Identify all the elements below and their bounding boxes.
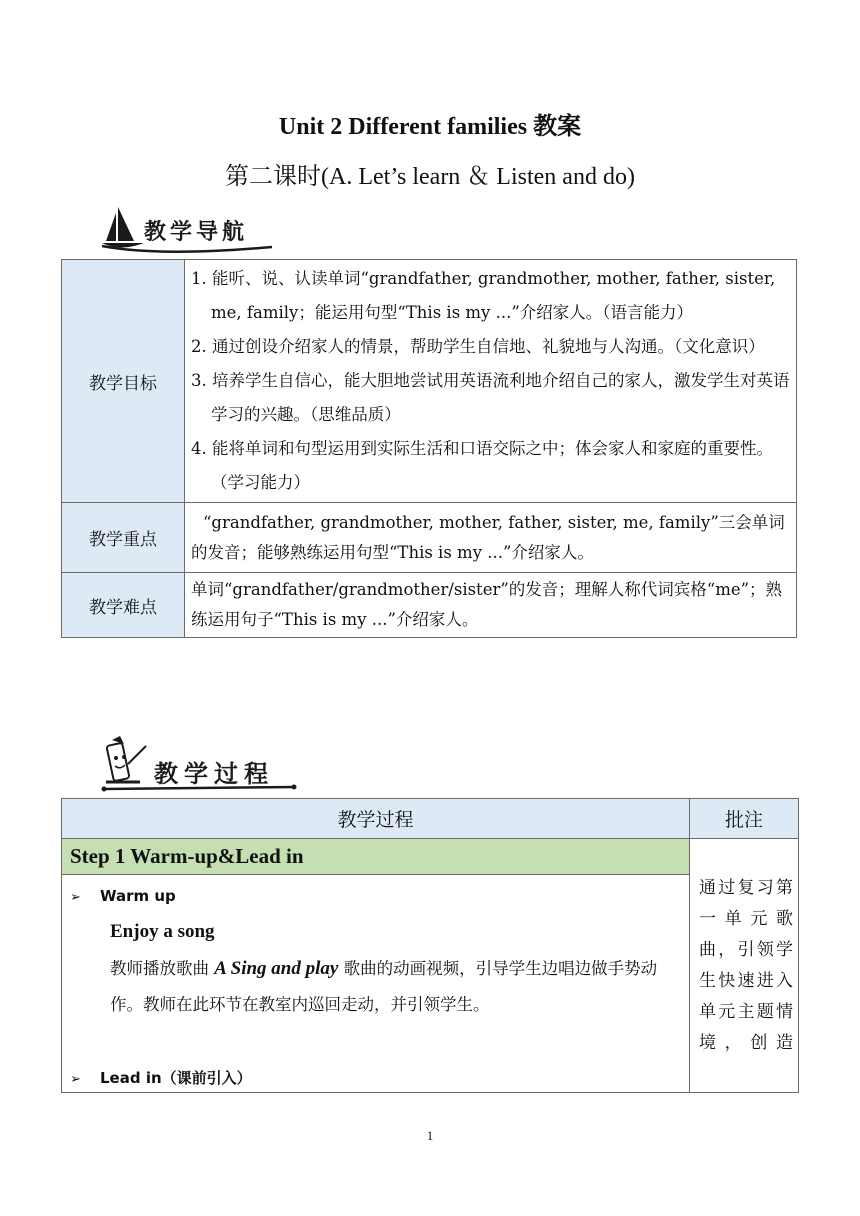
difficulties-text: 单词“grandfather/grandmother/sister”的发音；理解人称代词宾格“me”；熟练运用句子“This is my ...”介绍家人。 bbox=[191, 580, 783, 629]
song-name: A Sing and play bbox=[214, 958, 339, 979]
document-title: Unit 2 Different families 教案 bbox=[278, 114, 582, 140]
process-header-row bbox=[62, 799, 799, 839]
teaching-goals-table bbox=[61, 259, 797, 638]
step1-header-row bbox=[62, 839, 799, 875]
goals-content bbox=[185, 260, 797, 503]
desc-post: 歌曲的动画视频，引导学生边唱边做手势动作。教师在此环节在教室内巡回走动，并引领学生。 bbox=[110, 959, 658, 1014]
difficulties-label: 教学难点 bbox=[62, 573, 185, 638]
warmup-description bbox=[110, 951, 685, 1023]
step1-content-row bbox=[62, 875, 799, 1093]
goal-item-1: 1. 能听、说、认读单词“grandfather, grandmother, mother, father, sister, me, family；能运用句型“This is my ...”介绍家人。（语言能力） bbox=[191, 269, 776, 322]
goals-label: 教学目标 bbox=[62, 260, 185, 503]
key-points-text: “grandfather, grandmother, mother, father, sister, me, family”三会单词的发音；能够熟练运用句型“This is my ...”介绍家人。 bbox=[191, 512, 785, 562]
goals-row bbox=[62, 260, 797, 503]
enjoy-song-title: Enjoy a song bbox=[110, 921, 215, 942]
teaching-nav-banner-label: 教学导航 bbox=[144, 220, 249, 245]
teaching-process-table bbox=[61, 798, 799, 1093]
goal-item-2: 2. 通过创设介绍家人的情景，帮助学生自信地、礼貌地与人沟通。（文化意识） bbox=[191, 337, 765, 356]
difficulties-row bbox=[62, 573, 797, 638]
key-points-label: 教学重点 bbox=[62, 503, 185, 573]
warmup-bullet bbox=[70, 887, 176, 905]
leadin-bullet-label: Lead in（课前引入） bbox=[100, 1069, 252, 1087]
teaching-process-banner bbox=[100, 736, 300, 794]
leadin-bullet bbox=[70, 1067, 252, 1088]
teaching-nav-banner bbox=[100, 203, 275, 255]
notes-column-header: 批注 bbox=[690, 799, 799, 839]
key-points-content bbox=[185, 503, 797, 573]
arrow-bullet-icon: ➢ bbox=[70, 1072, 81, 1087]
process-column-header: 教学过程 bbox=[62, 799, 690, 839]
warmup-bullet-label: Warm up bbox=[100, 887, 176, 905]
desc-pre: 教师播放歌曲 bbox=[110, 959, 209, 978]
lesson-subtitle: 第二课时(A. Let’s learn ＆ Listen and do) bbox=[225, 164, 635, 190]
goal-item-4: 4. 能将单词和句型运用到实际生活和口语交际之中；体会家人和家庭的重要性。（学习能力） bbox=[191, 439, 773, 492]
arrow-bullet-icon: ➢ bbox=[70, 890, 81, 905]
step1-content bbox=[62, 875, 690, 1093]
step1-note: 通过复习第一单元歌曲，引领学生快速进入单元主题情境，创造 bbox=[690, 839, 799, 1093]
step1-title: Step 1 Warm-up&Lead in bbox=[62, 839, 690, 875]
teaching-process-banner-label: 教学过程 bbox=[154, 760, 274, 788]
key-points-row bbox=[62, 503, 797, 573]
difficulties-content bbox=[185, 573, 797, 638]
goal-item-3: 3. 培养学生自信心，能大胆地尝试用英语流利地介绍自己的家人，激发学生对英语学习的兴趣。（思维品质） bbox=[191, 371, 790, 424]
page-number: 1 bbox=[426, 1128, 434, 1143]
